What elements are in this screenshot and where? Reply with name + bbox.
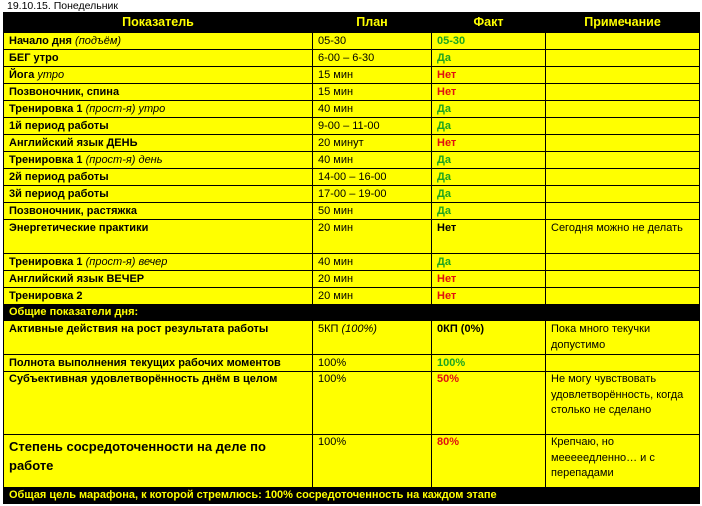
row-note <box>546 152 700 169</box>
row-fact: Нет <box>432 220 546 254</box>
row-fact: Нет <box>432 135 546 152</box>
summary-fact: 80% <box>432 435 546 488</box>
row-name: 1й период работы <box>4 118 313 135</box>
summary-note <box>546 355 700 372</box>
row-fact: Да <box>432 118 546 135</box>
row-plan: 20 мин <box>313 288 432 305</box>
row-plan: 05-30 <box>313 33 432 50</box>
row-name: 2й период работы <box>4 169 313 186</box>
table-row <box>4 220 700 254</box>
table-row <box>4 203 700 220</box>
row-plan: 17-00 – 19-00 <box>313 186 432 203</box>
header-plan: План <box>313 13 432 33</box>
row-name: Позвоночник, спина <box>4 84 313 101</box>
row-note <box>546 186 700 203</box>
row-note <box>546 67 700 84</box>
row-plan: 20 мин <box>313 271 432 288</box>
row-note <box>546 271 700 288</box>
summary-fact: 50% <box>432 372 546 435</box>
summary-name: Активные действия на рост результата работы <box>4 321 313 355</box>
summary-note: Не могу чувствовать удовлетворённость, когда столько не сделано <box>546 372 700 435</box>
table-row <box>4 288 700 305</box>
header-note: Примечание <box>546 13 700 33</box>
row-name: Начало дня (подъём) <box>4 33 313 50</box>
daily-report-table <box>3 12 700 504</box>
table-row <box>4 67 700 84</box>
row-fact: Да <box>432 186 546 203</box>
table-row <box>4 152 700 169</box>
row-note <box>546 118 700 135</box>
summary-row <box>4 372 700 435</box>
table-row <box>4 84 700 101</box>
row-name: Тренировка 1 (прост-я) утро <box>4 101 313 118</box>
row-plan: 40 мин <box>313 101 432 118</box>
row-name: Английский язык ДЕНЬ <box>4 135 313 152</box>
row-name: Энергетические практики <box>4 220 313 254</box>
row-plan: 14-00 – 16-00 <box>313 169 432 186</box>
row-fact: Нет <box>432 271 546 288</box>
row-plan: 40 мин <box>313 152 432 169</box>
row-note <box>546 101 700 118</box>
row-fact: Да <box>432 152 546 169</box>
table-row <box>4 33 700 50</box>
row-name: 3й период работы <box>4 186 313 203</box>
summary-plan: 100% <box>313 355 432 372</box>
row-fact: Нет <box>432 84 546 101</box>
row-plan: 6-00 – 6-30 <box>313 50 432 67</box>
row-note <box>546 288 700 305</box>
marathon-goal: Общая цель марафона, к которой стремлюсь: 100% сосредоточенность на каждом этапе <box>4 488 700 504</box>
summary-row <box>4 435 700 488</box>
row-name: Тренировка 2 <box>4 288 313 305</box>
table-row <box>4 50 700 67</box>
row-name: Позвоночник, растяжка <box>4 203 313 220</box>
summary-note: Пока много текучки допустимо <box>546 321 700 355</box>
row-note <box>546 33 700 50</box>
summary-name: Полнота выполнения текущих рабочих моментов <box>4 355 313 372</box>
table-header-row <box>4 13 700 33</box>
table-row <box>4 271 700 288</box>
row-plan: 9-00 – 11-00 <box>313 118 432 135</box>
table-row <box>4 135 700 152</box>
summary-plan: 100% <box>313 435 432 488</box>
row-plan: 15 мин <box>313 67 432 84</box>
row-fact: Да <box>432 169 546 186</box>
row-fact: Да <box>432 254 546 271</box>
table-row <box>4 169 700 186</box>
table-row <box>4 186 700 203</box>
summary-plan: 100% <box>313 372 432 435</box>
summary-row <box>4 321 700 355</box>
row-fact: 05-30 <box>432 33 546 50</box>
row-fact: Да <box>432 203 546 220</box>
row-plan: 20 мин <box>313 220 432 254</box>
date-line: 19.10.15. Понедельник <box>7 0 118 12</box>
row-note <box>546 203 700 220</box>
row-note <box>546 254 700 271</box>
row-plan: 20 минут <box>313 135 432 152</box>
row-fact: Да <box>432 101 546 118</box>
row-note <box>546 169 700 186</box>
row-note <box>546 135 700 152</box>
row-fact: Нет <box>432 288 546 305</box>
section-header-row <box>4 305 700 321</box>
summary-name: Степень сосредоточенности на деле по работе <box>4 435 313 488</box>
table-row <box>4 118 700 135</box>
row-name: Тренировка 1 (прост-я) день <box>4 152 313 169</box>
summary-fact: 100% <box>432 355 546 372</box>
row-fact: Да <box>432 50 546 67</box>
row-name: Тренировка 1 (прост-я) вечер <box>4 254 313 271</box>
table-row <box>4 101 700 118</box>
summary-fact: 0КП (0%) <box>432 321 546 355</box>
summary-row <box>4 355 700 372</box>
header-indicator: Показатель <box>4 13 313 33</box>
table-row <box>4 254 700 271</box>
summary-note: Крепчаю, но мееееедленно… и с перепадами <box>546 435 700 488</box>
summary-plan: 5КП (100%) <box>313 321 432 355</box>
footer-row <box>4 488 700 504</box>
row-name: БЕГ утро <box>4 50 313 67</box>
row-fact: Нет <box>432 67 546 84</box>
row-note <box>546 50 700 67</box>
section-title: Общие показатели дня: <box>4 305 700 321</box>
row-note <box>546 84 700 101</box>
row-name: Йога утро <box>4 67 313 84</box>
row-note: Сегодня можно не делать <box>546 220 700 254</box>
summary-name: Субъективная удовлетворённость днём в целом <box>4 372 313 435</box>
row-plan: 40 мин <box>313 254 432 271</box>
header-fact: Факт <box>432 13 546 33</box>
row-name: Английский язык ВЕЧЕР <box>4 271 313 288</box>
row-plan: 50 мин <box>313 203 432 220</box>
row-plan: 15 мин <box>313 84 432 101</box>
